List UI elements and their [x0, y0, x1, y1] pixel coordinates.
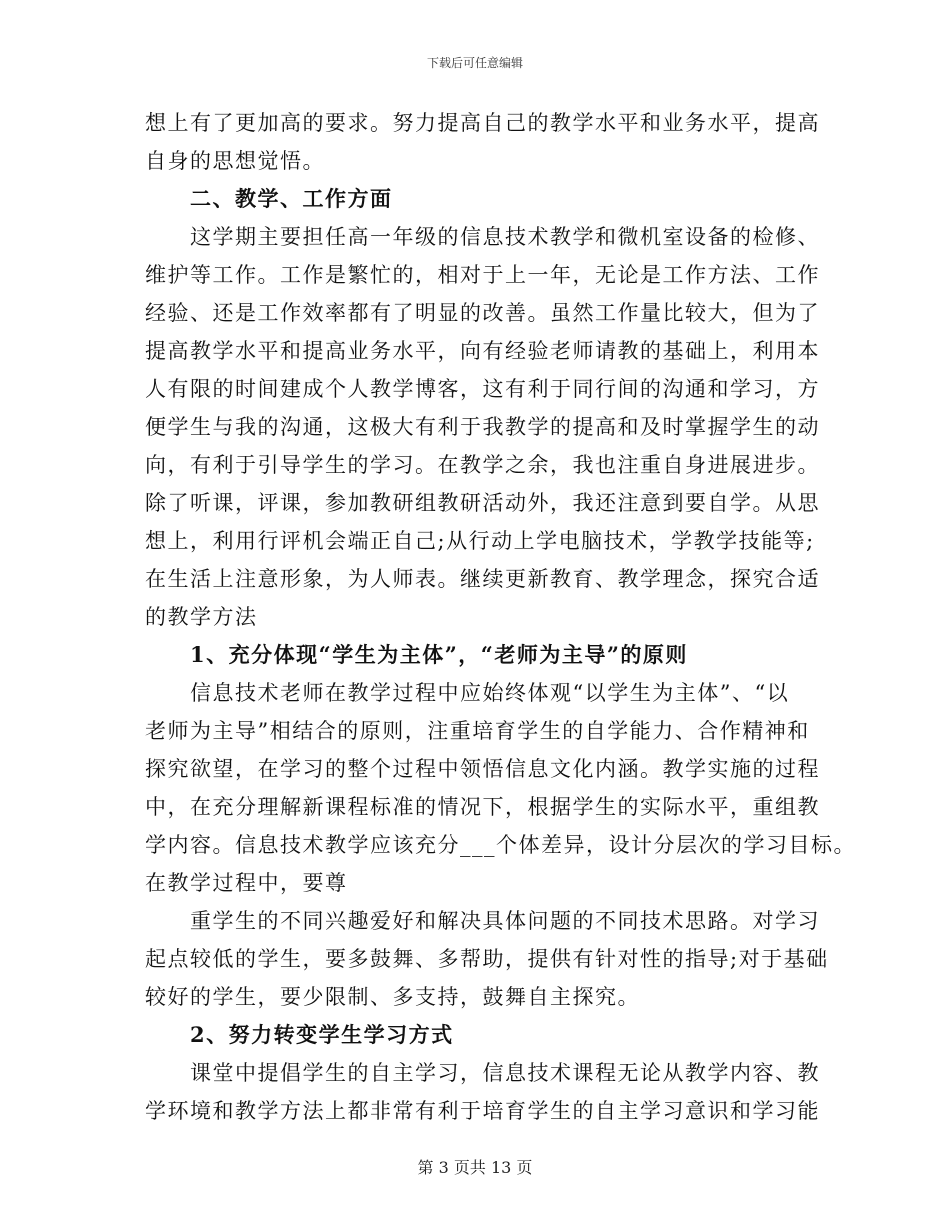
paragraph-line: 除了听课，评课，参加教研组教研活动外，我还注意到要自学。从思 [145, 491, 820, 515]
paragraph-line: 这学期主要担任高一年级的信息技术教学和微机室设备的检修、 [190, 225, 820, 249]
paragraph-line: 维护等工作。工作是繁忙的，相对于上一年，无论是工作方法、工作 [145, 263, 820, 287]
paragraph-line: 提高教学水平和提高业务水平，向有经验老师请教的基础上，利用本 [145, 339, 820, 363]
paragraph-line: 学内容。信息技术教学应该充分___个体差异，设计分层次的学习目标。 [145, 833, 856, 857]
paragraph-line: 想上，利用行评机会端正自己;从行动上学电脑技术，学教学技能等; [145, 529, 815, 553]
paragraph-line: 向，有利于引导学生的学习。在教学之余，我也注重自身进展进步。 [145, 453, 820, 477]
page-footer: 第 3 页共 13 页 [417, 1158, 533, 1177]
paragraph-line: 经验、还是工作效率都有了明显的改善。虽然工作量比较大，但为了 [145, 301, 820, 325]
paragraph-line: 起点较低的学生，要多鼓舞、多帮助，提供有针对性的指导;对于基础 [145, 947, 829, 971]
paragraph-line: 老师为主导”相结合的原则，注重培育学生的自学能力、合作精神和 [145, 719, 810, 743]
paragraph-line: 想上有了更加高的要求。努力提高自己的教学水平和业务水平，提高 [145, 111, 820, 135]
paragraph-line: 探究欲望，在学习的整个过程中领悟信息文化内涵。教学实施的过程 [145, 757, 820, 781]
paragraph-line: 自身的思想觉悟。 [145, 149, 325, 173]
paragraph-line: 在生活上注意形象，为人师表。继续更新教育、教学理念，探究合适 [145, 567, 820, 591]
paragraph-line: 学环境和教学方法上都非常有利于培育学生的自主学习意识和学习能 [145, 1099, 820, 1123]
paragraph-line: 重学生的不同兴趣爱好和解决具体问题的不同技术思路。对学习 [190, 909, 820, 933]
paragraph-line: 课堂中提倡学生的自主学习，信息技术课程无论从教学内容、教 [190, 1061, 820, 1085]
paragraph-line: 信息技术老师在教学过程中应始终体观“以学生为主体”、“以 [190, 681, 790, 705]
paragraph-line: 中，在充分理解新课程标准的情况下，根据学生的实际水平，重组教 [145, 795, 820, 819]
document-body [145, 104, 856, 1130]
paragraph-line: 人有限的时间建成个人教学博客，这有利于同行间的沟通和学习，方 [145, 377, 820, 401]
paragraph-line: 在教学过程中，要尊 [145, 871, 348, 895]
page-header: 下载后可任意编辑 [426, 56, 523, 70]
paragraph-line: 便学生与我的沟通，这极大有利于我教学的提高和及时掌握学生的动 [145, 415, 820, 439]
paragraph-line: 的教学方法 [145, 605, 258, 629]
section-heading: 1、充分体现“学生为主体”，“老师为主导”的原则 [190, 642, 688, 667]
paragraph-line: 较好的学生，要少限制、多支持，鼓舞自主探究。 [145, 985, 640, 1009]
section-heading: 2、努力转变学生学习方式 [190, 1022, 454, 1047]
section-heading: 二、教学、工作方面 [190, 186, 393, 211]
